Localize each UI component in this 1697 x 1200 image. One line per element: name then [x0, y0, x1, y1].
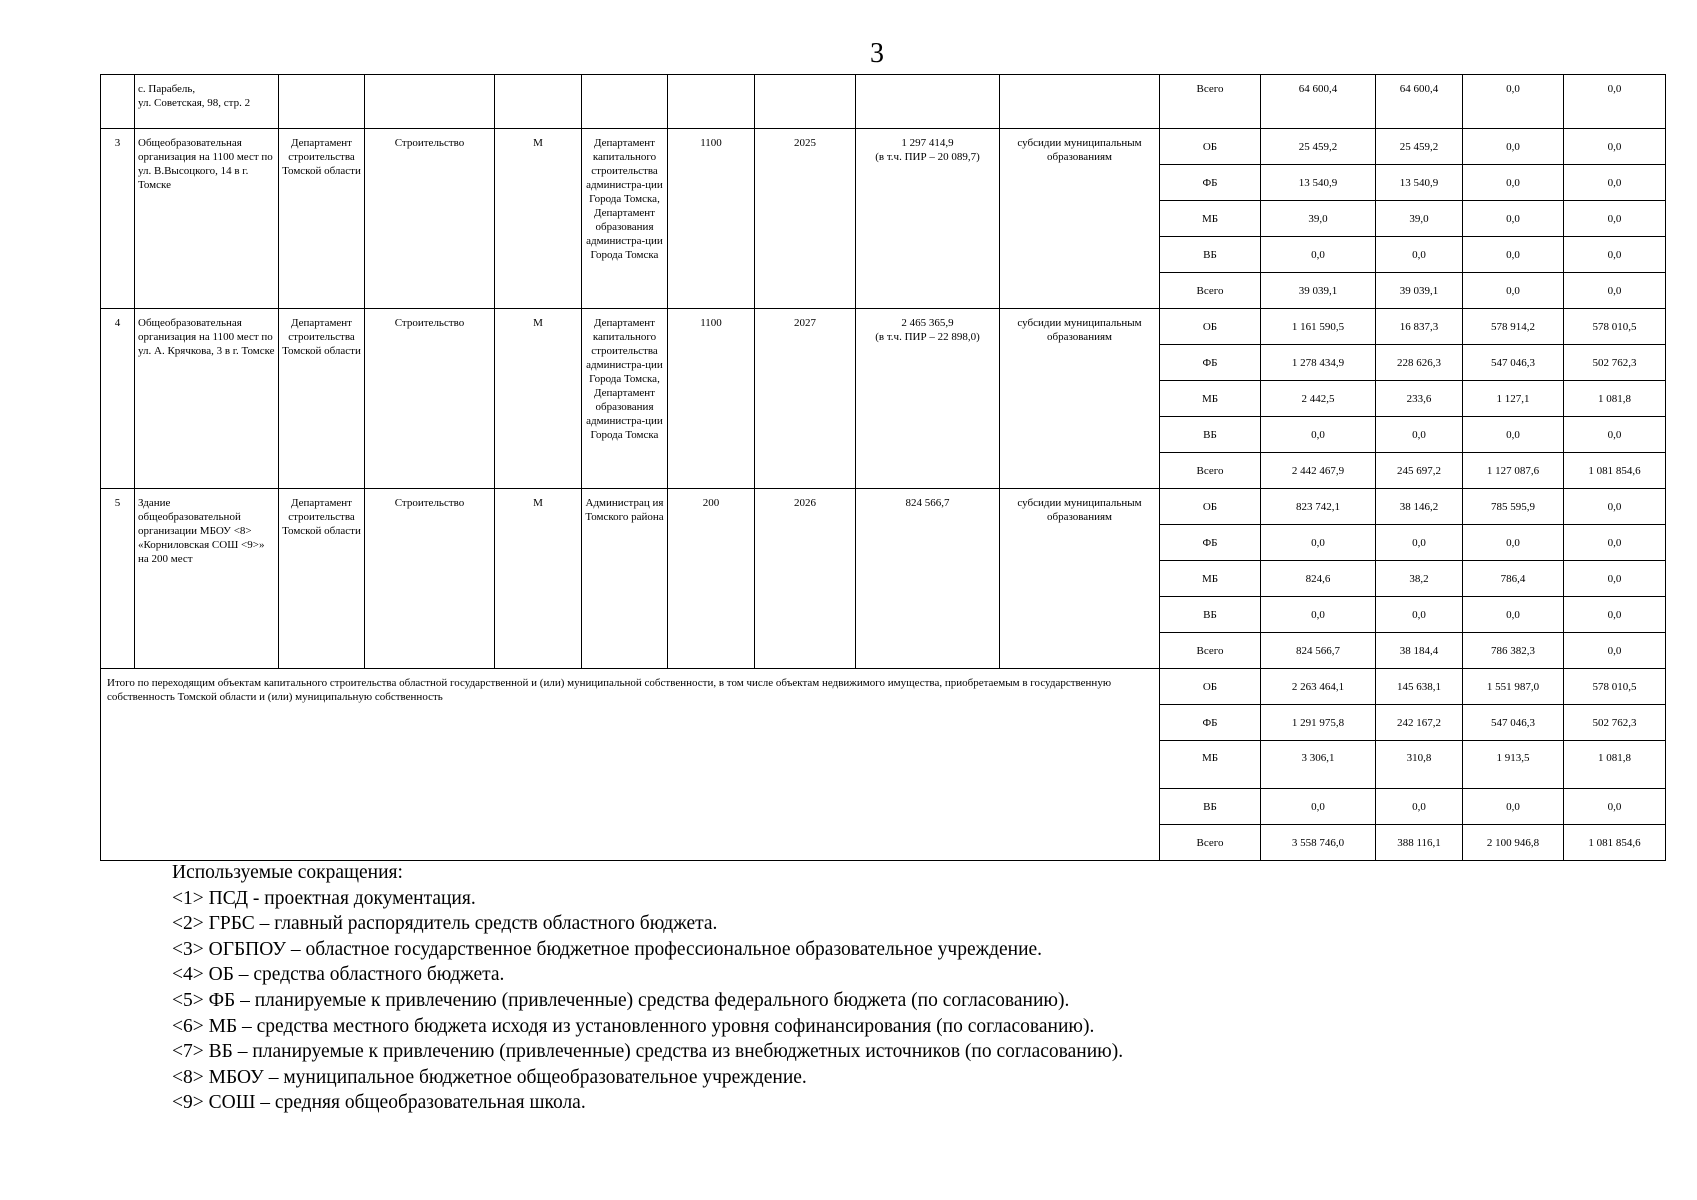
- value-cell: 1 161 590,5: [1261, 309, 1376, 345]
- customer-cell: Департамент капитального строительства администра-ции Города Томска, Департамент образования администра-ции Города Томска: [582, 309, 668, 489]
- objects-table: [100, 74, 1666, 861]
- value-cell: 233,6: [1376, 381, 1463, 417]
- value-cell: 0,0: [1564, 129, 1666, 165]
- value-cell: 2 100 946,8: [1463, 825, 1564, 861]
- value-cell: 1 913,5: [1463, 741, 1564, 789]
- value-cell: 0,0: [1564, 201, 1666, 237]
- value-cell: 64 600,4: [1261, 75, 1376, 129]
- value-cell: 13 540,9: [1261, 165, 1376, 201]
- ownership-cell: М: [495, 129, 582, 309]
- value-cell: 0,0: [1564, 165, 1666, 201]
- source-cell: МБ: [1160, 561, 1261, 597]
- value-cell: 2 442 467,9: [1261, 453, 1376, 489]
- value-cell: 228 626,3: [1376, 345, 1463, 381]
- value-cell: 388 116,1: [1376, 825, 1463, 861]
- note-item: <9> СОШ – средняя общеобразовательная школа.: [172, 1092, 586, 1114]
- value-cell: 0,0: [1261, 417, 1376, 453]
- value-cell: 242 167,2: [1376, 705, 1463, 741]
- value-cell: 25 459,2: [1376, 129, 1463, 165]
- value-cell: 1 127,1: [1463, 381, 1564, 417]
- value-cell: 578 010,5: [1564, 669, 1666, 705]
- value-cell: 0,0: [1261, 789, 1376, 825]
- capacity-cell: 200: [668, 489, 755, 669]
- abbreviations-notes: [172, 860, 1123, 1116]
- row-number: [101, 75, 135, 129]
- value-cell: 1 551 987,0: [1463, 669, 1564, 705]
- value-cell: 0,0: [1564, 417, 1666, 453]
- value-cell: 0,0: [1564, 273, 1666, 309]
- grbs-cell: Департамент строительства Томской области: [279, 309, 365, 489]
- value-cell: 1 081,8: [1564, 741, 1666, 789]
- note-item: <3> ОГБПОУ – областное государственное бюджетное профессиональное образовательное учреждение.: [172, 938, 1043, 960]
- value-cell: 16 837,3: [1376, 309, 1463, 345]
- value-cell: 145 638,1: [1376, 669, 1463, 705]
- value-cell: 0,0: [1463, 789, 1564, 825]
- value-cell: 824,6: [1261, 561, 1376, 597]
- customer-cell: Департамент капитального строительства администра-ции Города Томска, Департамент образования администра-ции Города Томска: [582, 129, 668, 309]
- grbs-cell: Департамент строительства Томской области: [279, 129, 365, 309]
- object-name: Здание общеобразовательной организации МБОУ <8> «Корниловская СОШ <9>» на 200 мест: [135, 489, 279, 669]
- capacity-cell: 1100: [668, 129, 755, 309]
- source-cell: Всего: [1160, 453, 1261, 489]
- value-cell: 39,0: [1261, 201, 1376, 237]
- support-form-cell: субсидии муниципальным образованиям: [1000, 489, 1160, 669]
- value-cell: 0,0: [1463, 597, 1564, 633]
- note-item: <2> ГРБС – главный распорядитель средств областного бюджета.: [172, 913, 718, 935]
- value-cell: 578 914,2: [1463, 309, 1564, 345]
- value-cell: 0,0: [1564, 597, 1666, 633]
- source-cell: ОБ: [1160, 129, 1261, 165]
- source-cell: ФБ: [1160, 345, 1261, 381]
- value-cell: 0,0: [1463, 237, 1564, 273]
- value-cell: 823 742,1: [1261, 489, 1376, 525]
- value-cell: 1 291 975,8: [1261, 705, 1376, 741]
- source-cell: ВБ: [1160, 417, 1261, 453]
- object-name: с. Парабель, ул. Советская, 98, стр. 2: [135, 75, 279, 129]
- value-cell: 13 540,9: [1376, 165, 1463, 201]
- source-cell: ВБ: [1160, 789, 1261, 825]
- object-name: Общеобразовательная организация на 1100 мест по ул. А. Крячкова, 3 в г. Томске: [135, 309, 279, 489]
- ownership-cell: М: [495, 309, 582, 489]
- value-cell: 0,0: [1261, 237, 1376, 273]
- value-cell: 39 039,1: [1261, 273, 1376, 309]
- value-cell: 0,0: [1463, 417, 1564, 453]
- source-cell: МБ: [1160, 741, 1261, 789]
- value-cell: 0,0: [1463, 273, 1564, 309]
- value-cell: 1 081 854,6: [1564, 453, 1666, 489]
- value-cell: 0,0: [1564, 237, 1666, 273]
- value-cell: 310,8: [1376, 741, 1463, 789]
- ownership-cell: М: [495, 489, 582, 669]
- row-number: 5: [101, 489, 135, 669]
- work-type-cell: Строительство: [365, 489, 495, 669]
- cost-cell: 1 297 414,9 (в т.ч. ПИР – 20 089,7): [856, 129, 1000, 309]
- support-form-cell: субсидии муниципальным образованиям: [1000, 309, 1160, 489]
- total-label: Итого по переходящим объектам капитального строительства областной государственной и (или) муниципальной собственности, в том числе объектам недвижимого имущества, приобретаемым в государственную собственность Томской области и (или) муниципальную собственность: [101, 669, 1160, 861]
- work-type-cell: Строительство: [365, 309, 495, 489]
- year-cell: 2026: [755, 489, 856, 669]
- value-cell: 0,0: [1463, 525, 1564, 561]
- work-type-cell: Строительство: [365, 129, 495, 309]
- value-cell: 786 382,3: [1463, 633, 1564, 669]
- value-cell: 64 600,4: [1376, 75, 1463, 129]
- value-cell: 0,0: [1564, 633, 1666, 669]
- value-cell: 39,0: [1376, 201, 1463, 237]
- value-cell: 0,0: [1564, 789, 1666, 825]
- value-cell: 38 146,2: [1376, 489, 1463, 525]
- value-cell: 578 010,5: [1564, 309, 1666, 345]
- source-cell: Всего: [1160, 633, 1261, 669]
- note-item: <4> ОБ – средства областного бюджета.: [172, 964, 505, 986]
- value-cell: 3 306,1: [1261, 741, 1376, 789]
- support-form-cell: субсидии муниципальным образованиям: [1000, 129, 1160, 309]
- value-cell: 245 697,2: [1376, 453, 1463, 489]
- value-cell: 502 762,3: [1564, 705, 1666, 741]
- value-cell: 2 442,5: [1261, 381, 1376, 417]
- value-cell: 1 081 854,6: [1564, 825, 1666, 861]
- value-cell: 0,0: [1564, 75, 1666, 129]
- note-item: <8> МБОУ – муниципальное бюджетное общеобразовательное учреждение.: [172, 1066, 807, 1088]
- source-cell: ОБ: [1160, 669, 1261, 705]
- source-cell: МБ: [1160, 381, 1261, 417]
- value-cell: 0,0: [1376, 525, 1463, 561]
- value-cell: 0,0: [1376, 789, 1463, 825]
- source-cell: Всего: [1160, 273, 1261, 309]
- source-cell: ФБ: [1160, 525, 1261, 561]
- cost-cell: 2 465 365,9 (в т.ч. ПИР – 22 898,0): [856, 309, 1000, 489]
- row-number: 3: [101, 129, 135, 309]
- value-cell: 1 127 087,6: [1463, 453, 1564, 489]
- value-cell: 39 039,1: [1376, 273, 1463, 309]
- source-cell: ФБ: [1160, 705, 1261, 741]
- object-name: Общеобразовательная организация на 1100 мест по ул. В.Высоцкого, 14 в г. Томске: [135, 129, 279, 309]
- value-cell: 786,4: [1463, 561, 1564, 597]
- value-cell: 502 762,3: [1564, 345, 1666, 381]
- table-row: [101, 129, 1666, 165]
- table-row: [101, 75, 1666, 129]
- value-cell: 0,0: [1376, 417, 1463, 453]
- page-number: 3: [870, 38, 884, 69]
- row-number: 4: [101, 309, 135, 489]
- value-cell: 0,0: [1564, 525, 1666, 561]
- capacity-cell: 1100: [668, 309, 755, 489]
- value-cell: 0,0: [1463, 75, 1564, 129]
- value-cell: 0,0: [1463, 165, 1564, 201]
- source-cell: ОБ: [1160, 489, 1261, 525]
- year-cell: 2025: [755, 129, 856, 309]
- value-cell: 547 046,3: [1463, 705, 1564, 741]
- source-cell: Всего: [1160, 75, 1261, 129]
- value-cell: 1 081,8: [1564, 381, 1666, 417]
- value-cell: 0,0: [1261, 525, 1376, 561]
- source-cell: ОБ: [1160, 309, 1261, 345]
- notes-title: Используемые сокращения:: [172, 862, 403, 883]
- customer-cell: Администрац ия Томского района: [582, 489, 668, 669]
- year-cell: 2027: [755, 309, 856, 489]
- source-cell: ФБ: [1160, 165, 1261, 201]
- value-cell: 0,0: [1376, 237, 1463, 273]
- table-row: [101, 309, 1666, 345]
- value-cell: 0,0: [1376, 597, 1463, 633]
- source-cell: ВБ: [1160, 237, 1261, 273]
- value-cell: 3 558 746,0: [1261, 825, 1376, 861]
- value-cell: 547 046,3: [1463, 345, 1564, 381]
- value-cell: 25 459,2: [1261, 129, 1376, 165]
- value-cell: 0,0: [1463, 201, 1564, 237]
- value-cell: 0,0: [1261, 597, 1376, 633]
- value-cell: 38 184,4: [1376, 633, 1463, 669]
- table-row: [101, 489, 1666, 525]
- source-cell: МБ: [1160, 201, 1261, 237]
- source-cell: Всего: [1160, 825, 1261, 861]
- note-item: <1> ПСД - проектная документация.: [172, 887, 476, 909]
- grbs-cell: Департамент строительства Томской области: [279, 489, 365, 669]
- note-item: <5> ФБ – планируемые к привлечению (привлеченные) средства федерального бюджета (по согласованию).: [172, 989, 1070, 1011]
- value-cell: 0,0: [1564, 489, 1666, 525]
- value-cell: 0,0: [1463, 129, 1564, 165]
- value-cell: 824 566,7: [1261, 633, 1376, 669]
- cost-cell: 824 566,7: [856, 489, 1000, 669]
- note-item: <7> ВБ – планируемые к привлечению (привлеченные) средства из внебюджетных источников (по согласованию).: [172, 1041, 1124, 1063]
- note-item: <6> МБ – средства местного бюджета исходя из установленного уровня софинансирования (по согласованию).: [172, 1015, 1095, 1037]
- table-row: [101, 669, 1666, 705]
- value-cell: 785 595,9: [1463, 489, 1564, 525]
- value-cell: 0,0: [1564, 561, 1666, 597]
- source-cell: ВБ: [1160, 597, 1261, 633]
- value-cell: 38,2: [1376, 561, 1463, 597]
- value-cell: 1 278 434,9: [1261, 345, 1376, 381]
- value-cell: 2 263 464,1: [1261, 669, 1376, 705]
